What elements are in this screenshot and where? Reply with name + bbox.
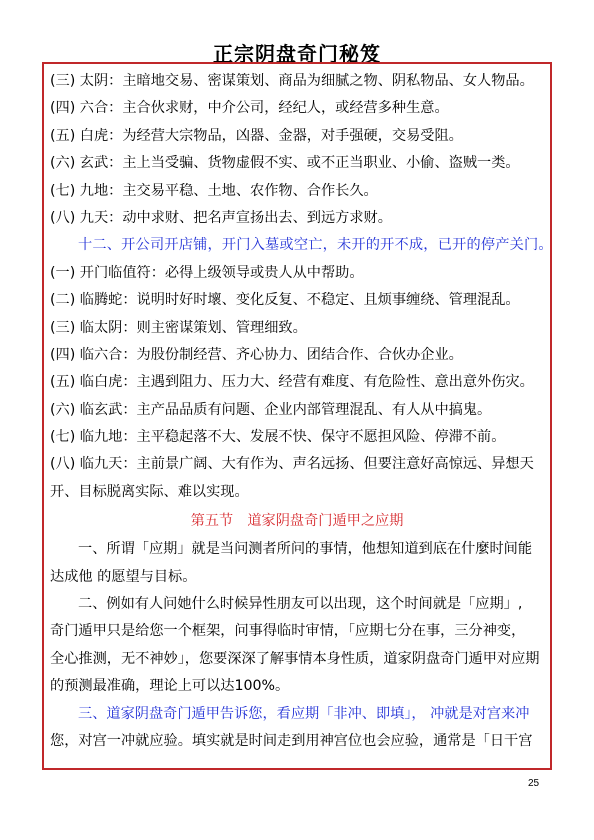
list-item: (八) 九天：动中求财、把名声宣扬出去、到远方求财。: [50, 209, 392, 226]
paragraph-lead: 一、所谓「应期」就是当问测者所问的事情，他想知道到底在什麼时间能: [78, 541, 533, 558]
paragraph-3: [50, 701, 544, 756]
list-item: (六) 临玄武：主产品品质有问题、企业内部管理混乱、有人从中搞鬼。: [50, 401, 492, 418]
list-item: (五) 临白虎：主遇到阻力、压力大、经营有难度、有危险性、意出意外伤灾。: [50, 374, 534, 391]
page-number: 25: [528, 778, 540, 789]
list-item: (一) 开门临值符：必得上级领导或贵人从中帮助。: [50, 264, 364, 281]
list-item: (四) 临六合：为股份制经营、齐心协力、团结合作、合伙办企业。: [50, 346, 463, 363]
section-title: 第五节 道家阴盘奇门遁甲之应期: [190, 513, 404, 530]
paragraph-lead: 二、例如有人问她什么时候异性朋友可以出现，这个时间就是「应期」,: [78, 596, 523, 613]
paragraph-2: [50, 591, 544, 701]
list-item: (三) 临太阴：则主密谋策划、管理细致。: [50, 319, 307, 336]
list-item: (二) 临腾蛇：说明时好时壞、变化反复、不稳定、且烦事缠绕、管理混乱。: [50, 292, 520, 309]
paragraph-line: 的预测最准确，理论上可以达100%。: [50, 678, 290, 695]
list-item: 开、目标脱离实际、难以实现。: [50, 483, 249, 500]
list-item: (五) 白虎：为经营大宗物品，凶器、金器，对手强硬，交易受阻。: [50, 127, 463, 144]
section-heading-12: 十二、开公司开店铺，开门入墓或空亡，未开的开不成，已开的停产关门。: [78, 237, 553, 254]
list-item: (七) 临九地：主平稳起落不大、发展不快、保守不愿担风险、停滞不前。: [50, 429, 506, 446]
list-item: (七) 九地：主交易平稳、土地、农作物、合作长久。: [50, 182, 378, 199]
page-title: 正宗阴盘奇门秘笈: [213, 42, 381, 66]
paragraph-line: 奇门遁甲只是给您一个框架，问事得临时审情，「应期七分在事，三分神变，: [50, 623, 526, 640]
paragraph-lead: 三、道家阴盘奇门遁甲告诉您，看应期「非冲、即填」， 冲就是对宫来冲: [78, 705, 530, 722]
list-item: (三) 太阴：主暗地交易、密谋策划、商品为细腻之物、阴私物品、女人物品。: [50, 73, 534, 89]
content-frame: [42, 62, 552, 770]
list-item: (八) 临九天：主前景广阔、大有作为、声名远扬、但要注意好高惊远、异想天: [50, 456, 534, 473]
paragraph-line: 达成他 的愿望与目标。: [50, 568, 197, 585]
paragraph-line: 全心推测，无不神妙」，您要深深了解事情本身性质，道家阴盘奇门遁甲对应期: [50, 650, 540, 667]
paragraph-1: [50, 536, 544, 591]
list-item: (四) 六合：主合伙求财，中介公司，经纪人，或经营多种生意。: [50, 100, 449, 117]
list-item: (六) 玄武：主上当受骗、货物虚假不实、或不正当职业、小偷、盗贼一类。: [50, 155, 520, 172]
paragraph-line: 您，对宫一冲就应验。填实就是时间走到用神宫位也会应验，通常是「日干宫: [50, 732, 533, 749]
